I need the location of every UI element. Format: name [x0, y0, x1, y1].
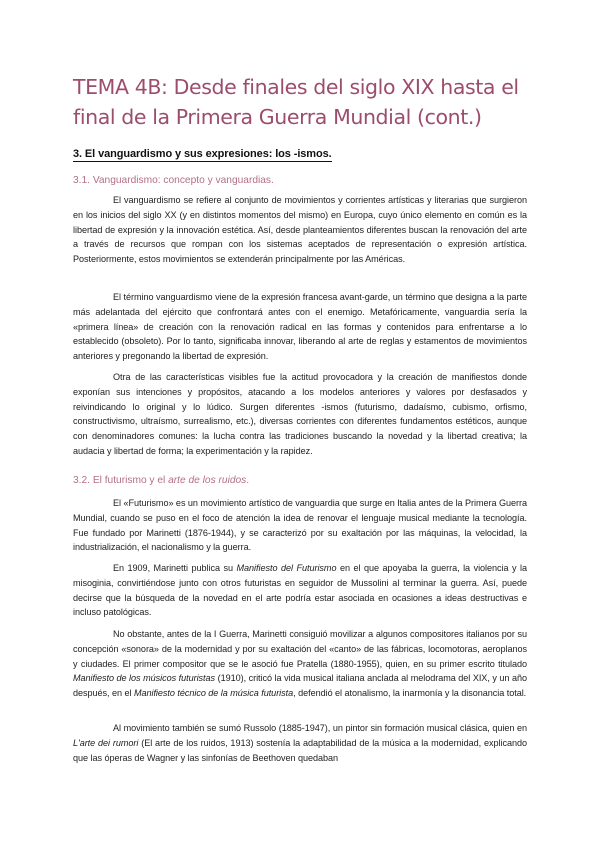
paragraph-6-italic-b: Manifiesto de los músicos futuristas [73, 673, 216, 684]
paragraph-7 [73, 721, 527, 765]
paragraph-7-text-c: (El arte de los ruidos, 1913) sostenía la adaptabilidad de la música a la modernidad, explicando que las óperas de Wagner y las sinfonías de Beethoven quedaban [73, 737, 527, 763]
paragraph-6-text-a: No obstante, antes de la I Guerra, Marinetti consiguió movilizar a algunos compositores italianos por su concepción «sonora» de la modernidad y por su exaltación del «canto» de las fábricas, locomotoras, aeroplanos y ciudades. El primer compositor que se le asoció fue Pratella (1880-1955), quien, en su primer escrito titulado [73, 629, 527, 669]
subsection-heading-3-1: 3.1. Vanguardismo: concepto y vanguardias. [73, 175, 274, 186]
subsection-heading-3-2-end: . [246, 475, 250, 486]
paragraph-7-text-a: Al movimiento también se sumó Russolo (1885-1947), un pintor sin formación musical clásica, quien en [113, 723, 527, 733]
paragraph-7-italic: L'arte dei rumori [73, 737, 139, 748]
paragraph-4: El «Futurismo» es un movimiento artístico de vanguardia que surge en Italia antes de la Primera Guerra Mundial, cuando se puso en el foco de atención la idea de renovar el lenguaje musical mediante la tecnología. Fue fundado por Marinetti (1876-1944), y se caracterizó por su exaltación por las máquinas, la velocidad, la industrialización, el nacionalismo y la guerra. [73, 498, 527, 553]
paragraph-3: Otra de las características visibles fue la actitud provocadora y la creación de manifiestos donde exponían sus intenciones y propósitos, atacando a los modelos anteriores y valores por desfasados y reivindicando lo original y lo lúdico. Surgen diferentes -ismos (futurismo, dadaísmo, cubismo, orfismo, constructivismo, ultraísmo, surrealismo, etc.), diversas corrientes con diferentes fundamentos estéticos, aunque con denominadores comunes: la lucha contra las tradiciones buscando la novedad y la libertad creativa; la audacia y libertad de forma; la experimentación y la rapidez. [73, 372, 527, 456]
paragraph-6 [73, 627, 527, 701]
paragraph-5-text-c: en el que apoyaba la guerra, la violencia y la misoginia, convirtiéndose junto con otros futuristas en seguidor de Mussolini al terminar la guerra. Así, puede decirse que la búsqueda de la novedad en el arte podría estar asociada en ocasiones a ideas destructivas e incluso patológicas. [73, 563, 528, 618]
paragraph-5-text-a: En 1909, Marinetti publica su [113, 563, 237, 573]
page-title: TEMA 4B: Desde finales del siglo XIX hasta el final de la Primera Guerra Mundial (cont.) [73, 75, 519, 129]
subsection-heading-3-2-italic: arte de los ruidos [168, 475, 247, 486]
paragraph-6-text-c: (1910), criticó la vida musical italiana anclada al melodrama del XIX, y un año después, en el [73, 673, 527, 699]
paragraph-6-text-e: , defendió el atonalismo, la inarmonía y la disonancia total. [293, 688, 527, 699]
section-heading-3: 3. El vanguardismo y sus expresiones: los -ismos. [73, 148, 332, 160]
paragraph-5-italic: Manifiesto del Futurismo [236, 563, 337, 573]
paragraph-2: El término vanguardismo viene de la expresión francesa avant-garde, un término que designa a la parte más adelantada del ejército que confrontará antes con el enemigo. Metafóricamente, vanguardia sería la «primera línea» de creación con la renovación radical en las formas y contenidos para enfrentarse a lo establecido (obsoleto). Por lo tanto, significaba innovar, liberando al arte de reglas y estamentos de movimientos anteriores y pregonando la libertad de expresión. [73, 292, 527, 362]
paragraph-5 [73, 561, 527, 620]
paragraph-6-italic-d: Manifiesto técnico de la música futurista [133, 688, 294, 699]
subsection-heading-3-2-text: 3.2. El futurismo y el [73, 475, 169, 486]
paragraph-1: El vanguardismo se refiere al conjunto de movimientos y corrientes artísticas y literarias que surgieron en los inicios del siglo XX (y en distintos momentos del mismo) en Europa, cuyo único elemento en común es la libertad de expresión y la innovación estética. Así, desde planteamientos diferentes buscan la renovación del arte a través de recursos que rompan con los sistemas aceptados de representación o expresión artística. Posteriormente, estos movimientos se extenderán principalmente por las Américas. [73, 195, 527, 265]
subsection-heading-3-2 [73, 474, 249, 487]
